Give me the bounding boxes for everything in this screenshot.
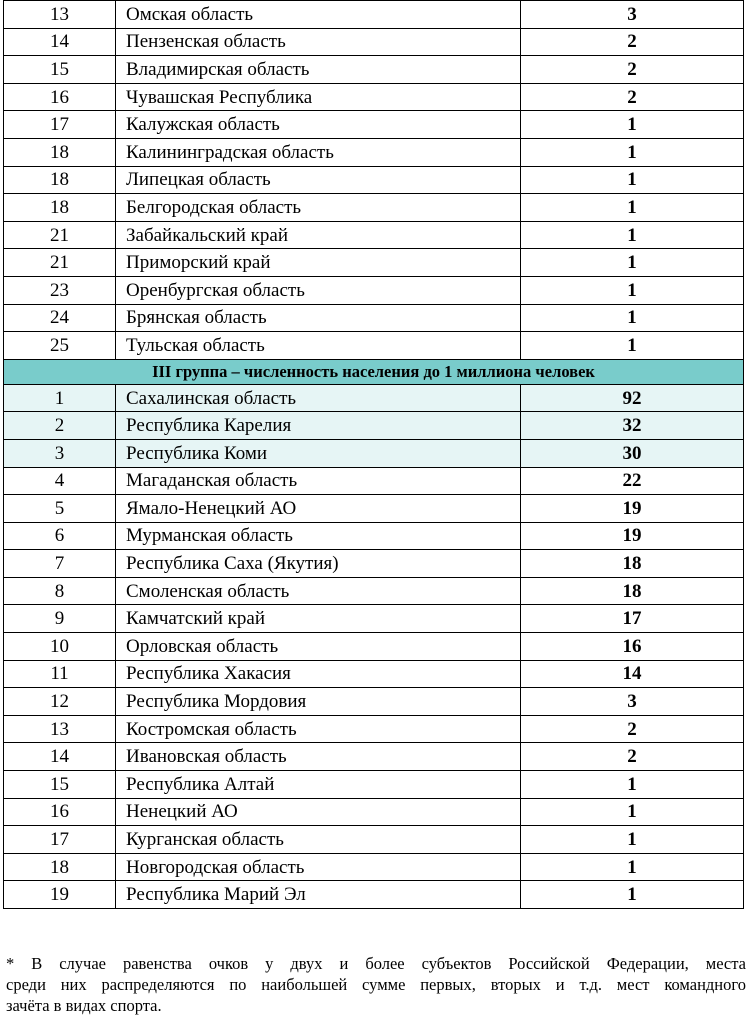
rank-cell: 2 bbox=[4, 412, 116, 440]
score-cell: 3 bbox=[521, 1, 744, 29]
rank-cell: 6 bbox=[4, 522, 116, 550]
rank-cell: 15 bbox=[4, 771, 116, 799]
score-cell: 1 bbox=[521, 249, 744, 277]
rank-cell: 19 bbox=[4, 881, 116, 909]
rank-cell: 4 bbox=[4, 467, 116, 495]
region-cell: Тульская область bbox=[116, 332, 521, 360]
score-cell: 92 bbox=[521, 384, 744, 412]
region-cell: Белгородская область bbox=[116, 194, 521, 222]
rank-cell: 10 bbox=[4, 633, 116, 661]
group-header-title: III группа – численность населения до 1 миллиона человек bbox=[4, 359, 744, 384]
rank-cell: 21 bbox=[4, 221, 116, 249]
score-cell: 1 bbox=[521, 111, 744, 139]
table-row bbox=[4, 166, 744, 194]
score-cell: 1 bbox=[521, 332, 744, 360]
rank-cell: 18 bbox=[4, 194, 116, 222]
region-cell: Орловская область bbox=[116, 633, 521, 661]
footnote bbox=[6, 953, 746, 1016]
score-cell: 18 bbox=[521, 577, 744, 605]
score-cell: 19 bbox=[521, 495, 744, 523]
score-cell: 3 bbox=[521, 688, 744, 716]
region-cell: Оренбургская область bbox=[116, 276, 521, 304]
rank-cell: 3 bbox=[4, 439, 116, 467]
score-cell: 1 bbox=[521, 304, 744, 332]
rank-cell: 12 bbox=[4, 688, 116, 716]
table-row bbox=[4, 221, 744, 249]
region-cell: Камчатский край bbox=[116, 605, 521, 633]
score-cell: 2 bbox=[521, 28, 744, 56]
rank-cell: 23 bbox=[4, 276, 116, 304]
score-cell: 2 bbox=[521, 83, 744, 111]
table-row bbox=[4, 467, 744, 495]
score-cell: 1 bbox=[521, 194, 744, 222]
region-cell: Мурманская область bbox=[116, 522, 521, 550]
ranking-table bbox=[3, 0, 744, 909]
region-cell: Ивановская область bbox=[116, 743, 521, 771]
region-cell: Липецкая область bbox=[116, 166, 521, 194]
rank-cell: 5 bbox=[4, 495, 116, 523]
table-row bbox=[4, 881, 744, 909]
rank-cell: 17 bbox=[4, 111, 116, 139]
table-row bbox=[4, 743, 744, 771]
score-cell: 2 bbox=[521, 743, 744, 771]
rank-cell: 13 bbox=[4, 715, 116, 743]
table-row bbox=[4, 276, 744, 304]
rank-cell: 18 bbox=[4, 138, 116, 166]
rank-cell: 14 bbox=[4, 28, 116, 56]
score-cell: 2 bbox=[521, 715, 744, 743]
rank-cell: 11 bbox=[4, 660, 116, 688]
region-cell: Республика Карелия bbox=[116, 412, 521, 440]
region-cell: Курганская область bbox=[116, 826, 521, 854]
score-cell: 1 bbox=[521, 881, 744, 909]
rank-cell: 16 bbox=[4, 83, 116, 111]
table-row bbox=[4, 715, 744, 743]
score-cell: 1 bbox=[521, 221, 744, 249]
rank-cell: 9 bbox=[4, 605, 116, 633]
score-cell: 1 bbox=[521, 826, 744, 854]
table-row bbox=[4, 660, 744, 688]
table-row bbox=[4, 550, 744, 578]
score-cell: 32 bbox=[521, 412, 744, 440]
table-row bbox=[4, 412, 744, 440]
rank-cell: 24 bbox=[4, 304, 116, 332]
region-cell: Калининградская область bbox=[116, 138, 521, 166]
region-cell: Пензенская область bbox=[116, 28, 521, 56]
region-cell: Владимирская область bbox=[116, 56, 521, 84]
table-row bbox=[4, 28, 744, 56]
score-cell: 16 bbox=[521, 633, 744, 661]
region-cell: Забайкальский край bbox=[116, 221, 521, 249]
score-cell: 1 bbox=[521, 798, 744, 826]
table-row bbox=[4, 633, 744, 661]
footnote-line: зачёта в видах спорта. bbox=[6, 996, 162, 1015]
rank-cell: 8 bbox=[4, 577, 116, 605]
score-cell: 22 bbox=[521, 467, 744, 495]
table-row bbox=[4, 853, 744, 881]
score-cell: 18 bbox=[521, 550, 744, 578]
score-cell: 1 bbox=[521, 771, 744, 799]
table-row bbox=[4, 439, 744, 467]
region-cell: Калужская область bbox=[116, 111, 521, 139]
table-row bbox=[4, 249, 744, 277]
table-row bbox=[4, 332, 744, 360]
score-cell: 1 bbox=[521, 138, 744, 166]
rank-cell: 21 bbox=[4, 249, 116, 277]
score-cell: 19 bbox=[521, 522, 744, 550]
region-cell: Магаданская область bbox=[116, 467, 521, 495]
score-cell: 14 bbox=[521, 660, 744, 688]
table-row bbox=[4, 826, 744, 854]
rank-cell: 18 bbox=[4, 853, 116, 881]
region-cell: Смоленская область bbox=[116, 577, 521, 605]
table-row bbox=[4, 56, 744, 84]
rank-cell: 18 bbox=[4, 166, 116, 194]
table-row bbox=[4, 138, 744, 166]
rank-cell: 7 bbox=[4, 550, 116, 578]
score-cell: 1 bbox=[521, 853, 744, 881]
region-cell: Чувашская Республика bbox=[116, 83, 521, 111]
region-cell: Омская область bbox=[116, 1, 521, 29]
rank-cell: 17 bbox=[4, 826, 116, 854]
region-cell: Сахалинская область bbox=[116, 384, 521, 412]
rank-cell: 1 bbox=[4, 384, 116, 412]
table-row bbox=[4, 384, 744, 412]
region-cell: Ямало-Ненецкий АО bbox=[116, 495, 521, 523]
region-cell: Ненецкий АО bbox=[116, 798, 521, 826]
table-row bbox=[4, 688, 744, 716]
footnote-line: * В случае равенства очков у двух и более субъектов Российской Федерации, места bbox=[6, 954, 746, 973]
region-cell: Костромская область bbox=[116, 715, 521, 743]
table-row bbox=[4, 304, 744, 332]
region-cell: Приморский край bbox=[116, 249, 521, 277]
group-header-row bbox=[4, 359, 744, 384]
table-row bbox=[4, 605, 744, 633]
region-cell: Республика Коми bbox=[116, 439, 521, 467]
rank-cell: 14 bbox=[4, 743, 116, 771]
region-cell: Новгородская область bbox=[116, 853, 521, 881]
footnote-line: среди них распределяются по наибольшей сумме первых, вторых и т.д. мест командного bbox=[6, 975, 746, 994]
region-cell: Республика Саха (Якутия) bbox=[116, 550, 521, 578]
score-cell: 2 bbox=[521, 56, 744, 84]
table-row bbox=[4, 798, 744, 826]
ranking-table-body bbox=[4, 1, 744, 909]
region-cell: Республика Хакасия bbox=[116, 660, 521, 688]
rank-cell: 13 bbox=[4, 1, 116, 29]
region-cell: Республика Марий Эл bbox=[116, 881, 521, 909]
table-row bbox=[4, 577, 744, 605]
region-cell: Брянская область bbox=[116, 304, 521, 332]
rank-cell: 16 bbox=[4, 798, 116, 826]
table-row bbox=[4, 495, 744, 523]
table-row bbox=[4, 111, 744, 139]
score-cell: 30 bbox=[521, 439, 744, 467]
table-row bbox=[4, 194, 744, 222]
rank-cell: 25 bbox=[4, 332, 116, 360]
score-cell: 1 bbox=[521, 276, 744, 304]
score-cell: 17 bbox=[521, 605, 744, 633]
table-row bbox=[4, 771, 744, 799]
rank-cell: 15 bbox=[4, 56, 116, 84]
table-row bbox=[4, 83, 744, 111]
table-row bbox=[4, 522, 744, 550]
table-row bbox=[4, 1, 744, 29]
region-cell: Республика Алтай bbox=[116, 771, 521, 799]
score-cell: 1 bbox=[521, 166, 744, 194]
region-cell: Республика Мордовия bbox=[116, 688, 521, 716]
